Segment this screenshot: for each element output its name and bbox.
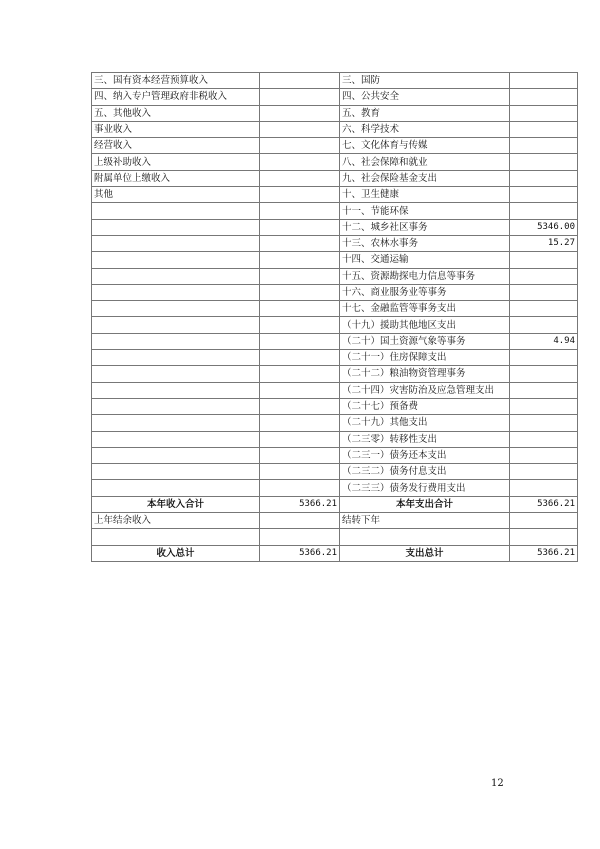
- income-item-label: [92, 203, 260, 219]
- prior-year-balance-label: 上年结余收入: [92, 513, 260, 529]
- income-item-label: [92, 301, 260, 317]
- expense-item-label: 九、社会保险基金支出: [340, 170, 510, 186]
- expense-item-amount: [510, 398, 578, 414]
- income-item-amount: [260, 105, 340, 121]
- year-expense-total-label: 本年支出合计: [340, 496, 510, 512]
- expense-item-amount: [510, 252, 578, 268]
- income-item-amount: [260, 203, 340, 219]
- table-row: [92, 73, 578, 89]
- income-grand-total-amount: 5366.21: [260, 545, 340, 561]
- expense-item-label: （二三一）债务还本支出: [340, 447, 510, 463]
- expense-item-label: （二三三）债务发行费用支出: [340, 480, 510, 496]
- carry-row: [92, 513, 578, 529]
- income-item-amount: [260, 382, 340, 398]
- expense-item-amount: [510, 284, 578, 300]
- expense-grand-total-label: 支出总计: [340, 545, 510, 561]
- budget-table: [91, 72, 578, 562]
- table-row: [92, 301, 578, 317]
- table-row: [92, 105, 578, 121]
- expense-grand-total-amount: 5366.21: [510, 545, 578, 561]
- income-item-amount: [260, 350, 340, 366]
- income-item-label: [92, 333, 260, 349]
- table-row: [92, 317, 578, 333]
- income-item-amount: [260, 333, 340, 349]
- table-row: [92, 235, 578, 251]
- income-item-amount: [260, 301, 340, 317]
- income-item-amount: [260, 480, 340, 496]
- blank-row: [92, 529, 578, 545]
- expense-item-label: 十二、城乡社区事务: [340, 219, 510, 235]
- grand-total-row: [92, 545, 578, 561]
- expense-item-amount: 4.94: [510, 333, 578, 349]
- blank-cell: [510, 529, 578, 545]
- expense-item-label: 六、科学技术: [340, 121, 510, 137]
- income-item-amount: [260, 154, 340, 170]
- income-item-label: [92, 415, 260, 431]
- expense-item-label: 五、教育: [340, 105, 510, 121]
- expense-item-amount: [510, 382, 578, 398]
- expense-item-amount: [510, 447, 578, 463]
- expense-item-amount: [510, 138, 578, 154]
- year-expense-total-amount: 5366.21: [510, 496, 578, 512]
- income-item-label: 其他: [92, 187, 260, 203]
- table-row: [92, 89, 578, 105]
- expense-item-amount: [510, 154, 578, 170]
- expense-item-label: 十四、交通运输: [340, 252, 510, 268]
- year-income-total-label: 本年收入合计: [92, 496, 260, 512]
- expense-item-amount: [510, 350, 578, 366]
- income-item-amount: [260, 138, 340, 154]
- income-item-label: 上级补助收入: [92, 154, 260, 170]
- table-row: [92, 333, 578, 349]
- expense-item-amount: [510, 73, 578, 89]
- income-item-label: [92, 284, 260, 300]
- income-item-amount: [260, 284, 340, 300]
- expense-item-label: （二三二）债务付息支出: [340, 464, 510, 480]
- table-row: [92, 415, 578, 431]
- income-item-label: [92, 235, 260, 251]
- income-item-label: [92, 464, 260, 480]
- blank-cell: [340, 529, 510, 545]
- expense-item-amount: [510, 203, 578, 219]
- carry-forward-amount: [510, 513, 578, 529]
- income-item-label: [92, 252, 260, 268]
- carry-forward-label: 结转下年: [340, 513, 510, 529]
- income-item-amount: [260, 187, 340, 203]
- expense-item-amount: [510, 121, 578, 137]
- income-item-label: [92, 382, 260, 398]
- table-row: [92, 464, 578, 480]
- income-item-amount: [260, 398, 340, 414]
- income-item-label: [92, 431, 260, 447]
- expense-item-label: （二十一）住房保障支出: [340, 350, 510, 366]
- expense-item-label: （二十二）粮油物资管理事务: [340, 366, 510, 382]
- table-row: [92, 219, 578, 235]
- expense-item-amount: [510, 366, 578, 382]
- income-item-amount: [260, 317, 340, 333]
- expense-item-label: （十九）援助其他地区支出: [340, 317, 510, 333]
- income-item-amount: [260, 121, 340, 137]
- income-item-label: 三、国有资本经营预算收入: [92, 73, 260, 89]
- income-item-label: 经营收入: [92, 138, 260, 154]
- income-item-label: 事业收入: [92, 121, 260, 137]
- income-item-label: [92, 219, 260, 235]
- blank-cell: [92, 529, 260, 545]
- income-grand-total-label: 收入总计: [92, 545, 260, 561]
- expense-item-amount: [510, 268, 578, 284]
- table-row: [92, 447, 578, 463]
- table-row: [92, 366, 578, 382]
- expense-item-label: 十五、资源勘探电力信息等事务: [340, 268, 510, 284]
- expense-item-amount: [510, 170, 578, 186]
- income-item-amount: [260, 235, 340, 251]
- income-item-label: 附属单位上缴收入: [92, 170, 260, 186]
- expense-item-amount: [510, 464, 578, 480]
- blank-cell: [260, 529, 340, 545]
- income-item-amount: [260, 464, 340, 480]
- expense-item-amount: [510, 431, 578, 447]
- page-number: 12: [491, 778, 504, 789]
- expense-item-label: 十六、商业服务业等事务: [340, 284, 510, 300]
- income-item-label: 四、纳入专户管理政府非税收入: [92, 89, 260, 105]
- income-item-amount: [260, 170, 340, 186]
- prior-year-balance-amount: [260, 513, 340, 529]
- income-item-amount: [260, 431, 340, 447]
- expense-item-amount: 5346.00: [510, 219, 578, 235]
- expense-item-label: （二三零）转移性支出: [340, 431, 510, 447]
- table-row: [92, 284, 578, 300]
- expense-item-label: 十、卫生健康: [340, 187, 510, 203]
- income-item-label: [92, 350, 260, 366]
- income-item-label: [92, 480, 260, 496]
- table-row: [92, 350, 578, 366]
- expense-item-amount: [510, 480, 578, 496]
- expense-item-label: 十一、节能环保: [340, 203, 510, 219]
- expense-item-label: （二十七）预备费: [340, 398, 510, 414]
- expense-item-label: 四、公共安全: [340, 89, 510, 105]
- year-income-total-amount: 5366.21: [260, 496, 340, 512]
- expense-item-label: 七、文化体育与传媒: [340, 138, 510, 154]
- expense-item-amount: [510, 301, 578, 317]
- table-row: [92, 398, 578, 414]
- income-item-label: [92, 398, 260, 414]
- income-item-label: [92, 447, 260, 463]
- table-row: [92, 203, 578, 219]
- table-row: [92, 431, 578, 447]
- expense-item-label: （二十九）其他支出: [340, 415, 510, 431]
- year-total-row: [92, 496, 578, 512]
- table-row: [92, 382, 578, 398]
- expense-item-amount: [510, 415, 578, 431]
- expense-item-label: 三、国防: [340, 73, 510, 89]
- expense-item-label: （二十四）灾害防治及应急管理支出: [340, 382, 510, 398]
- expense-item-label: （二十）国土资源气象等事务: [340, 333, 510, 349]
- table-row: [92, 170, 578, 186]
- income-item-amount: [260, 268, 340, 284]
- income-item-amount: [260, 366, 340, 382]
- income-item-label: [92, 366, 260, 382]
- income-item-label: 五、其他收入: [92, 105, 260, 121]
- table-row: [92, 138, 578, 154]
- table-row: [92, 121, 578, 137]
- expense-item-label: 十三、农林水事务: [340, 235, 510, 251]
- expense-item-amount: [510, 89, 578, 105]
- income-item-label: [92, 317, 260, 333]
- expense-item-label: 八、社会保障和就业: [340, 154, 510, 170]
- table-row: [92, 154, 578, 170]
- table-row: [92, 187, 578, 203]
- expense-item-label: 十七、金融监管等事务支出: [340, 301, 510, 317]
- expense-item-amount: [510, 187, 578, 203]
- expense-item-amount: [510, 317, 578, 333]
- expense-item-amount: 15.27: [510, 235, 578, 251]
- income-item-amount: [260, 252, 340, 268]
- income-item-amount: [260, 219, 340, 235]
- table-row: [92, 252, 578, 268]
- table-row: [92, 480, 578, 496]
- income-item-amount: [260, 415, 340, 431]
- income-item-amount: [260, 73, 340, 89]
- income-item-label: [92, 268, 260, 284]
- table-row: [92, 268, 578, 284]
- income-item-amount: [260, 447, 340, 463]
- expense-item-amount: [510, 105, 578, 121]
- income-item-amount: [260, 89, 340, 105]
